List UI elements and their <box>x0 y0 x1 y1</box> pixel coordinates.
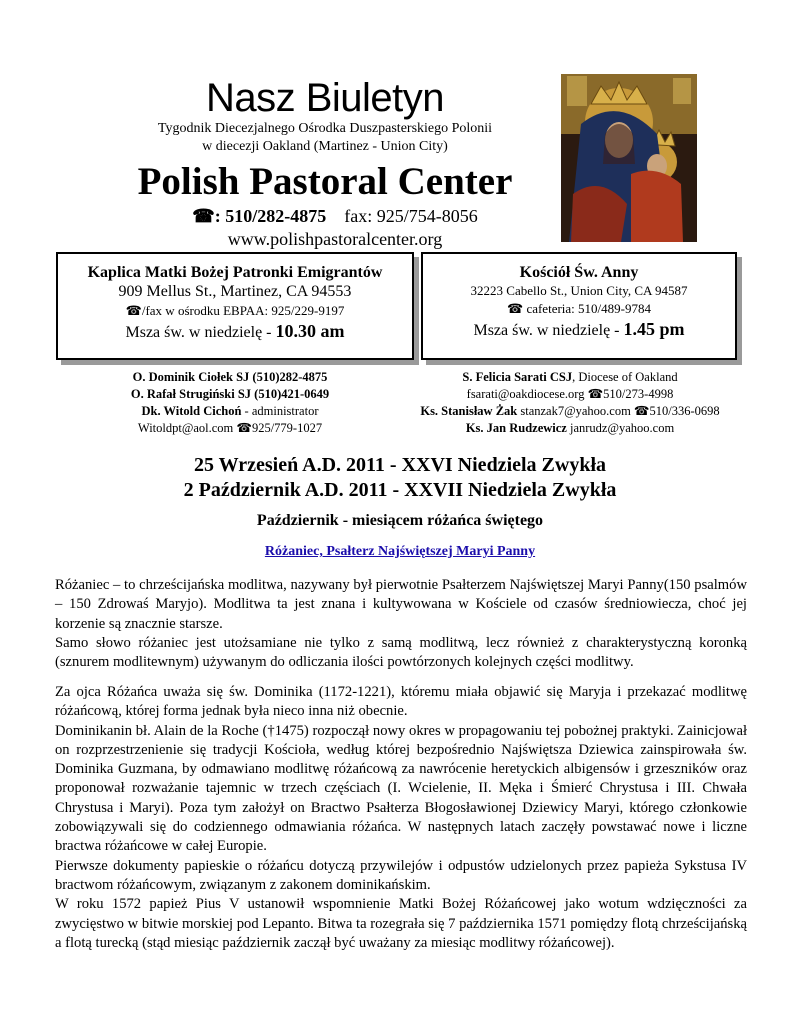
fax-number: fax: 925/754-8056 <box>344 206 478 226</box>
clergy-right-list <box>370 369 770 437</box>
date-line-1: 25 Wrzesień A.D. 2011 - XXVI Niedziela Zwykła <box>193 454 607 476</box>
union-city-church-phone: ☎ cafeteria: 510/489-9784 <box>507 301 651 316</box>
mass-label: Msza św. w niedzielę - <box>473 322 624 339</box>
martinez-mass-time <box>58 320 412 344</box>
martinez-chapel-phone: ☎/fax w ośrodku EBPAA: 925/229-9197 <box>125 303 345 318</box>
center-name: Polish Pastoral Center <box>137 160 513 203</box>
clergy-name: S. Felicia Sarati CSJ <box>462 370 573 384</box>
clergy-name: Dk. Witold Cichoń <box>141 404 242 418</box>
bulletin-subtitle-line2: w diecezji Oakland (Martinez - Union City) <box>202 139 448 154</box>
martinez-chapel-title: Kaplica Matki Bożej Patronki Emigrantów <box>87 264 383 281</box>
madonna-and-child-icon <box>561 74 697 242</box>
clergy-role: , Diocese of Oakland <box>572 370 678 384</box>
union-city-church-title: Kościół Św. Anny <box>519 264 639 281</box>
clergy-item <box>370 420 770 437</box>
clergy-name: Ks. Stanisław Żak <box>420 404 518 418</box>
paragraph: Samo słowo różaniec jest utożsamiane nie tylko z samą modlitwą, lecz również z charakterystyczną koronką (sznurem modlitewnym) używanym do odliczania ilości powtórzonych kolejnych części modlitwy. <box>55 634 747 671</box>
website-url[interactable]: www.polishpastoralcenter.org <box>227 229 443 249</box>
clergy-item: fsarati@oakdiocese.org ☎510/273-4998 <box>466 387 674 401</box>
sunday-dates <box>100 453 700 503</box>
phone-icon: ☎ <box>192 206 215 226</box>
clergy-item <box>60 403 400 420</box>
month-heading: Październik - miesiącem różańca świętego <box>256 512 544 529</box>
clergy-left-list <box>60 369 400 437</box>
martinez-chapel-address: 909 Mellus St., Martinez, CA 94553 <box>118 283 352 300</box>
paragraph: Dominikanin bł. Alain de la Roche (†1475) rozpoczął nowy okres w propagowaniu tej pobożnej praktyki. Zainicjował on rozprzestrzenienie się tradycji Kościoła, według której bezpośrednio Najświętsza Dziewica zainspirowała św. Dominika Guzmana, by odmawiano modlitwę różańcową za nawrócenie heretyckich albigensów i grzeszników oraz proponował rozważanie tajemnic w trzech częściach (I. Wcielenie, II. Męka i Śmierć Chrystusa i III. Chwała Chrystusa i Maryi). Poza tym założył on Bractwo Psałterza Błogosławionej Dziewicy Maryi, którego członkowie zobowiązywali się do codziennego odmawiania różańca. W następnych latach zaczęły powstawać nowe i liczne bractwa różańcowe w całej Europie. <box>55 722 747 855</box>
mass-time-value: 1.45 pm <box>623 319 685 339</box>
article-body-part2 <box>55 683 747 953</box>
clergy-item: Witoldpt@aol.com ☎925/779-1027 <box>137 421 323 435</box>
mass-label: Msza św. w niedzielę - <box>125 324 276 341</box>
clergy-item: O. Rafał Strugiński SJ (510)421-0649 <box>130 387 330 401</box>
bulletin-subtitle-line1: Tygodnik Diecezjalnego Ośrodka Duszpasterskiego Polonii <box>157 121 493 136</box>
phone-number: : 510/282-4875 <box>214 206 327 226</box>
paragraph: Pierwsze dokumenty papieskie o różańcu dotyczą przywilejów i odpustów udzielonych przez papieża Sykstusa IV bractwom różańcowym, związanym z zakonem dominikańskim. <box>55 857 747 893</box>
clergy-contact: janrudz@yahoo.com <box>566 421 675 435</box>
clergy-item <box>370 369 770 386</box>
clergy-item <box>370 403 770 420</box>
paragraph: Za ojca Różańca uważa się św. Dominika (1172-1221), któremu miała objawić się Maryja i przekazać modlitwę różańcową, której forma jednak była nieco inna niż obecnie. <box>55 684 747 720</box>
clergy-contact: stanzak7@yahoo.com ☎510/336-0698 <box>517 404 720 418</box>
mass-time-value: 10.30 am <box>275 321 345 341</box>
union-city-mass-time <box>423 318 735 342</box>
bulletin-title: Nasz Biuletyn <box>205 76 445 120</box>
article-body-part1 <box>55 576 747 672</box>
article-link[interactable]: Różaniec, Psałterz Najświętszej Maryi Panny <box>264 544 536 559</box>
clergy-role: - administrator <box>241 404 319 418</box>
union-city-church-address: 32223 Cabello St., Union City, CA 94587 <box>470 283 688 298</box>
paragraph: W roku 1572 papież Pius V ustanowił wspomnienie Matki Bożej Różańcowej jako wotum wdzięczności za zwycięstwo w bitwie morskiej pod Lepanto. Bitwa ta rozegrała się 7 października 1571 pomiędzy flotą chrześcijańską a flotą turecką (stąd miesiąc październik zaczął być uważany za miesiąc modlitwy różańcowej). <box>55 896 747 951</box>
paragraph: Różaniec – to chrześcijańska modlitwa, nazywany był pierwotnie Psałterzem Najświętszej Maryi Panny(150 psalmów – 150 Zdrowaś Maryjo). Modlitwa ta jest znana i kultywowana w Kościele od czasów średniowiecza, choć jej korzenie są znacznie starsze. <box>55 577 747 632</box>
contact-line <box>120 205 550 227</box>
union-city-church-box <box>421 252 737 360</box>
clergy-name: Ks. Jan Rudzewicz <box>465 421 567 435</box>
date-line-2: 2 Październik A.D. 2011 - XXVII Niedziela Zwykła <box>183 479 617 501</box>
clergy-item: O. Dominik Ciołek SJ (510)282-4875 <box>132 370 328 384</box>
martinez-chapel-box <box>56 252 414 360</box>
